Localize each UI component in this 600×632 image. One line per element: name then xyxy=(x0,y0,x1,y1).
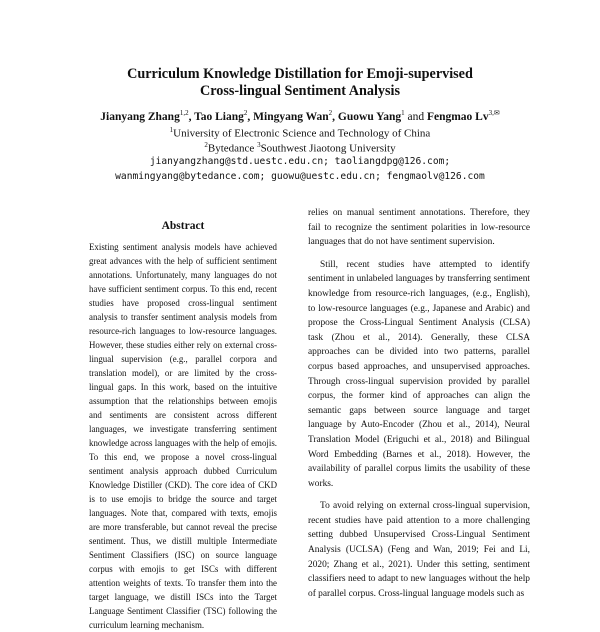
affiliation-1: $^1$University of Electronic Science and Technology of China xyxy=(169,126,431,140)
author: Mingyang Wan$^2$ xyxy=(253,109,333,123)
body-paragraph: relies on manual sentiment annotations. Therefore, they fail to recognize the sentiment polarities in low-resource languages that do not have sentiment supervision. xyxy=(308,208,530,248)
author-list: Jianyang Zhang$^{1,2}$, Tao Liang$^2$, Mingyang Wan$^2$, Guowu Yang$^1$ and Fengmao $Lv^{3,✉}$ xyxy=(100,109,500,123)
body-paragraph: To avoid relying on external cross-lingual supervision, recent studies have paid attention to a more challenging setting dubbed Unsupervised Cross-Lingual Sentiment Analysis (UCLSA) (Feng and Wan, 2019; Fei and Li, 2020; Zhang et al., 2021). Under this setting, sentiment classifiers need to adapt to new languages without the help of parallel corpus. Cross-lingual language models such as xyxy=(308,501,530,599)
affiliation-2: $^2$Bytedance $^3$Southwest Jiaotong University xyxy=(204,141,396,155)
title-line-2: Cross-lingual Sentiment Analysis xyxy=(200,83,400,99)
author: Tao Liang$^2$ xyxy=(194,109,248,123)
body-column-right xyxy=(308,206,530,600)
email-line-1: jianyangzhang@std.uestc.edu.cn; taoliangdpg@126.com; xyxy=(149,156,451,167)
paper-title xyxy=(0,66,600,100)
abstract-heading: Abstract xyxy=(161,220,205,232)
author: Guowu Yang$^1$ xyxy=(337,109,405,123)
body-paragraph: Still, recent studies have attempted to identify sentiment in unlabeled languages by transferring sentiment knowledge from resource-rich languages, (e.g., English), to low-resource languages (e.g., Japanese and Arabic) and propose the Cross-Lingual Sentiment Analysis (CLSA) task (Zhou et al., 2014). Generally, these CLSA approaches can be divided into two patterns, parallel corpus based approaches, and unsupervised approaches. Through cross-lingual supervision provided by parallel corpus, the former kind of approaches can align the semantic gaps between source language and target language by Auto-Encoder (Zhou et al., 2014), Neural Translation Model (Eriguchi et al., 2018) and Bilingual Word Embedding (Barnes et al., 2018). However, the availability of parallel corpus limits the usability of these works. xyxy=(308,259,530,489)
author: Fengmao $Lv^{3,✉}$ xyxy=(426,109,500,123)
abstract-text: Existing sentiment analysis models have achieved great advances with the help of sufficient sentiment annotations. Unfortunately, many languages do not have sufficient sentiment corpus. To this end, recent studies have proposed cross-lingual sentiment analysis to transfer sentiment analysis models from resource-rich languages to low-resource languages. However, these studies either rely on external cross-lingual supervision (e.g., parallel corpora and translation model), or are limited by the cross-lingual gaps. In this work, based on the intuitive assumption that the relationships between emojis and sentiments are consistent across different languages, we investigate transferring sentiment knowledge across languages with the help of emojis. To this end, we propose a novel cross-lingual sentiment analysis approach dubbed Curriculum Knowledge Distiller (CKD). The core idea of CKD is to use emojis to bridge the source and target languages. Note that, compared with texts, emojis are more transferable, but cannot reveal the precise sentiment. Thus, we distill multiple Intermediate Sentiment Classifiers (ISC) on source language corpus with emojis to get ISCs with different attention weights of texts. To transfer them into the target language, we distill ISCs into the Target Language Sentiment Classifier (TSC) following the curriculum learning mechanism. xyxy=(89,242,277,630)
email-line-2: wanmingyang@bytedance.com; guowu@uestc.edu.cn; fengmaolv@126.com xyxy=(115,171,485,182)
author: Jianyang Zhang$^{1,2}$ xyxy=(100,109,189,123)
title-line-1: Curriculum Knowledge Distillation for Emoji-supervised xyxy=(127,66,473,82)
